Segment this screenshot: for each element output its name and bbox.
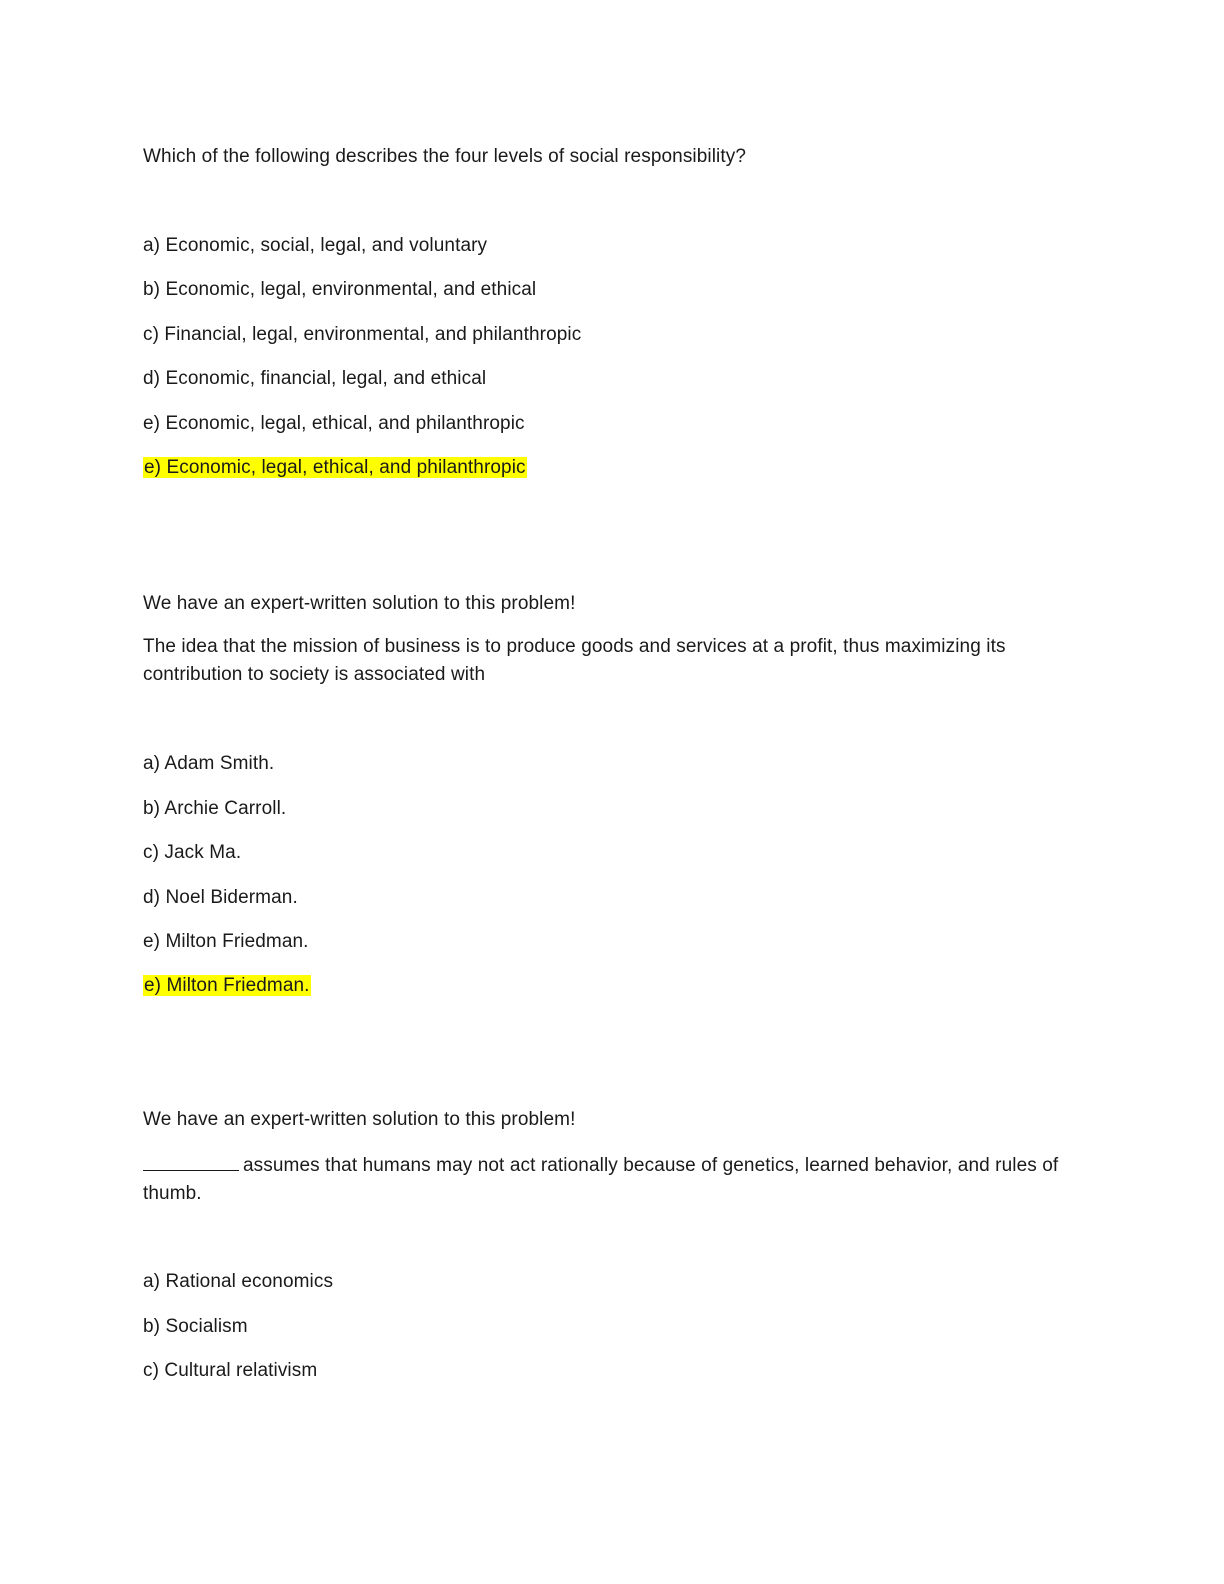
question-2-text: The idea that the mission of business is to produce goods and services at a profit, thus maximizing its contribution to society is associated with (143, 636, 1006, 685)
question-2-option-a: a) Adam Smith. (143, 753, 275, 774)
question-1-text: Which of the following describes the four levels of social responsibility? (143, 146, 747, 167)
question-1-option-e: e) Economic, legal, ethical, and philanthropic (143, 413, 525, 434)
question-3-option-a: a) Rational economics (143, 1271, 334, 1292)
question-2-option-e: e) Milton Friedman. (143, 931, 309, 952)
question-2-answer-highlight: e) Milton Friedman. (144, 975, 310, 996)
question-3-option-c: c) Cultural relativism (143, 1360, 318, 1381)
question-1-option-c: c) Financial, legal, environmental, and philanthropic (143, 324, 582, 345)
question-3-stem (143, 1152, 1083, 1208)
question-3-text: assumes that humans may not act rationally because of genetics, learned behavior, and rules of thumb. (143, 1155, 1059, 1204)
question-1-answer (143, 454, 527, 482)
question-2-preface: We have an expert-written solution to this problem! (143, 593, 576, 614)
question-2-option-c: c) Jack Ma. (143, 842, 242, 863)
question-2-option-d: d) Noel Biderman. (143, 887, 298, 908)
fill-in-blank (143, 1152, 239, 1171)
question-1-option-a: a) Economic, social, legal, and voluntary (143, 235, 488, 256)
question-3-preface: We have an expert-written solution to this problem! (143, 1109, 576, 1130)
question-2-option-b: b) Archie Carroll. (143, 798, 287, 819)
question-1-option-d: d) Economic, financial, legal, and ethical (143, 368, 487, 389)
question-1-answer-highlight: e) Economic, legal, ethical, and philanthropic (144, 457, 526, 478)
question-1-option-b: b) Economic, legal, environmental, and ethical (143, 279, 537, 300)
question-2-answer (143, 972, 311, 1000)
question-3-option-b: b) Socialism (143, 1316, 248, 1337)
